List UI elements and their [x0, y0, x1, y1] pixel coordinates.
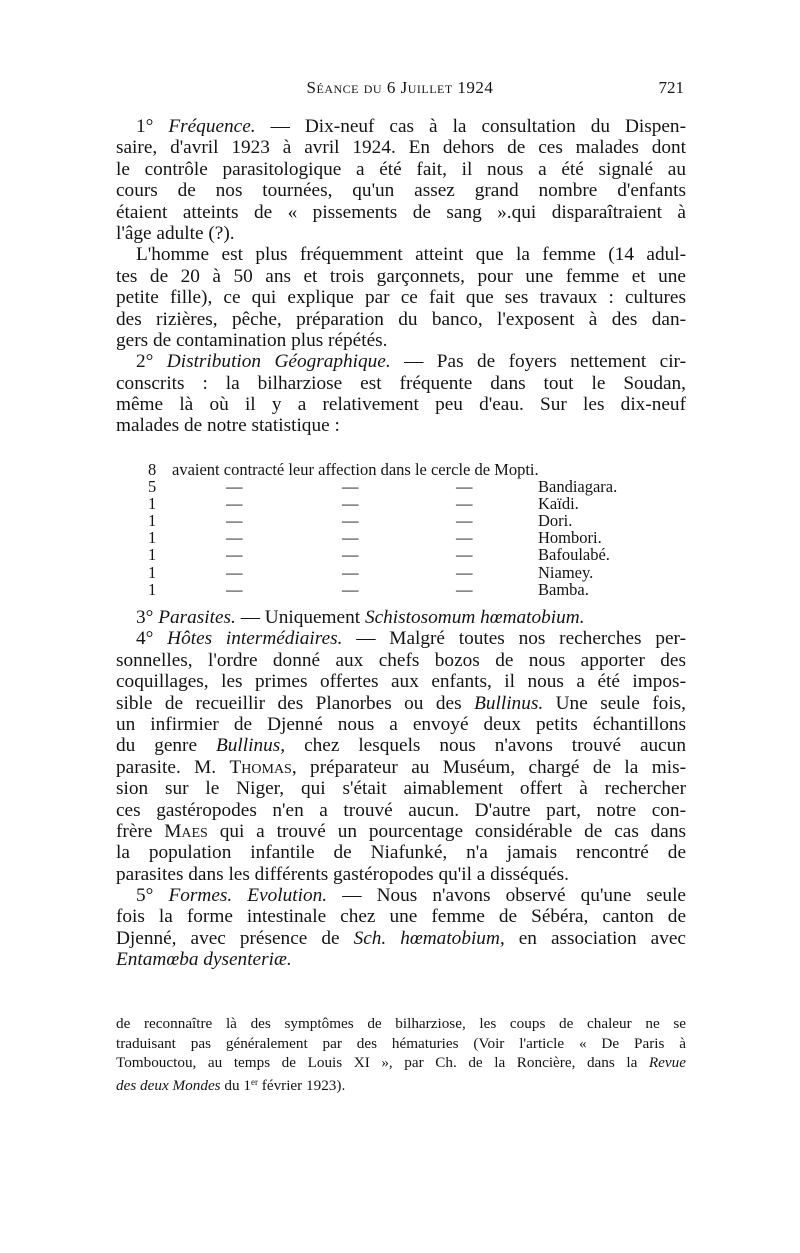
- text-line: [116, 735, 686, 756]
- paragraph-frequence: [116, 116, 686, 244]
- section-number: 2°: [136, 351, 154, 373]
- main-text-upper: [116, 116, 686, 437]
- text-line: gers de contamination plus répétés.: [116, 329, 388, 351]
- cases-by-district-table: [148, 461, 648, 598]
- case-count: 8: [148, 460, 157, 479]
- place-name: Bafoulabé.: [538, 545, 610, 565]
- place-name: Bamba.: [538, 579, 589, 599]
- line-text: parasite. M.: [116, 756, 217, 778]
- place-name: Bandiagara.: [538, 477, 618, 497]
- text-line: étaient atteints de « pissements de sang ».qui disparaîtraient à: [116, 201, 686, 223]
- table-row: [148, 461, 648, 478]
- ditto-dash: —: [342, 511, 359, 531]
- text-line: [116, 885, 686, 906]
- line-text: chez lesquels nous n'avons trouvé aucun: [304, 735, 687, 757]
- text-line: [116, 821, 686, 842]
- section-number: 4°: [136, 628, 154, 650]
- text-line: même là où il y a relativement peu d'eau. Sur les dix-neuf: [116, 394, 686, 416]
- ditto-dash: —: [456, 494, 473, 514]
- ditto-dash: —: [342, 477, 359, 497]
- section-heading: Hôtes intermédiaires.: [167, 628, 343, 650]
- case-count: 1: [148, 545, 157, 565]
- text-line: la population infantile de Niafunké, n'a jamais rencontré de: [116, 842, 686, 864]
- journal-title: des deux Mondes: [116, 1076, 221, 1094]
- ditto-dash: —: [226, 579, 243, 599]
- line-text: — Pas de foyers nettement cir-: [404, 351, 687, 373]
- ditto-dash: —: [226, 545, 243, 565]
- journal-title: Revue: [648, 1054, 686, 1071]
- text-line: cours de nos tournées, qu'un assez grand nombre d'enfants: [116, 180, 686, 202]
- line-text: — Nous n'avons observé qu'une seule: [342, 885, 686, 907]
- genus-name: Bullinus.: [474, 692, 544, 714]
- ditto-dash: —: [342, 494, 359, 514]
- person-name: Thomas,: [229, 756, 297, 778]
- running-header: [116, 78, 684, 102]
- line-text: frère: [116, 820, 153, 842]
- footnote: [116, 1014, 686, 1092]
- text-line: sonnelles, l'ordre donné aux chefs bozos de nous apporter des: [116, 649, 686, 671]
- ditto-dash: —: [226, 562, 243, 582]
- line-text: Tombouctou, au temps de Louis XI », par Ch. de la Roncière, dans la: [116, 1054, 638, 1071]
- case-count: 5: [148, 477, 157, 497]
- text-line: [116, 949, 686, 970]
- genus-name: Bullinus,: [216, 735, 286, 757]
- text-line: ces gastéropodes n'en a trouvé aucun. D'autre part, notre con-: [116, 799, 686, 821]
- footnote-line: traduisant pas généralement par des hématuries (Voir l'article « De Paris à: [116, 1034, 686, 1052]
- ditto-dash: —: [342, 545, 359, 565]
- line-text: — Uniquement: [240, 607, 361, 628]
- table-row: [148, 495, 648, 512]
- line-text: qui a trouvé un pourcentage considérable de cas dans: [219, 820, 687, 842]
- line-text: — Malgré toutes nos recherches per-: [356, 628, 686, 650]
- running-title: Séance du 6 Juillet 1924: [306, 78, 494, 97]
- table-row: [148, 564, 648, 581]
- table-row: [148, 581, 648, 598]
- text-line: L'homme est plus fréquemment atteint que la femme (14 adul-: [136, 244, 686, 266]
- page-number: 721: [658, 78, 684, 97]
- place-name: Hombori.: [538, 528, 602, 548]
- ditto-dash: —: [456, 562, 473, 582]
- ditto-dash: —: [456, 511, 473, 531]
- case-count: 1: [148, 579, 157, 599]
- person-name: Maes: [164, 820, 208, 842]
- text-line: [116, 607, 686, 628]
- text-line: un infirmier de Djenné nous a envoyé deux petits échantillons: [116, 713, 686, 735]
- text-line: [116, 693, 686, 714]
- line-text: sible de recueillir des Planorbes ou des: [116, 692, 462, 714]
- ditto-dash: —: [226, 477, 243, 497]
- text-line: l'âge adulte (?).: [116, 222, 235, 244]
- case-count: 1: [148, 511, 157, 531]
- paragraph-hotes: [116, 628, 686, 885]
- text-line: [116, 628, 686, 649]
- text-line: coquillages, les primes offertes aux enfants, il nous a été impos-: [116, 671, 686, 693]
- species-name: Schistosomum hœmatobium.: [364, 607, 585, 628]
- text-line: [116, 351, 686, 372]
- text-line: conscrits : la bilharziose est fréquente dans tout le Soudan,: [116, 372, 686, 394]
- text-line: fois la forme intestinale chez une femme de Sébéra, canton de: [116, 906, 686, 928]
- case-count: 1: [148, 562, 157, 582]
- species-name: Entamœba dysenteriæ.: [116, 949, 292, 971]
- section-number: 3°: [136, 607, 154, 628]
- case-count: 1: [148, 494, 157, 514]
- section-heading: Fréquence.: [168, 116, 256, 137]
- ditto-dash: —: [342, 562, 359, 582]
- text-line: tes de 20 à 50 ans et trois garçonnets, pour une femme et une: [116, 265, 686, 287]
- text-line: saire, d'avril 1923 à avril 1924. En dehors de ces malades dont: [116, 137, 686, 159]
- ditto-dash: —: [456, 545, 473, 565]
- line-text: février 1923).: [261, 1076, 346, 1094]
- table-row: [148, 478, 648, 495]
- line-text: du genre: [116, 735, 198, 757]
- line-text: — Dix-neuf cas à la consultation du Dispen-: [270, 116, 686, 137]
- table-row: [148, 529, 648, 546]
- ditto-dash: —: [226, 494, 243, 514]
- line-text: Djenné, avec présence de: [116, 927, 340, 949]
- main-text-lower: [116, 607, 686, 971]
- species-name: Sch. hœmatobium,: [353, 927, 505, 949]
- text-line: [116, 757, 686, 778]
- line-text: Une seule fois,: [555, 692, 686, 714]
- ditto-dash: —: [342, 528, 359, 548]
- table-row: [148, 546, 648, 563]
- text-line: malades de notre statistique :: [116, 415, 340, 437]
- text-line: sion sur le Niger, qui s'était aimablement offert à rechercher: [116, 778, 686, 800]
- section-heading: Distribution Géographique.: [166, 351, 391, 373]
- paragraph-formes: [116, 885, 686, 971]
- place-name: Niamey.: [538, 562, 594, 582]
- paragraph-distribution: [116, 351, 686, 437]
- line-text: du 1: [224, 1076, 251, 1094]
- text-line: le contrôle parasitologique a été fait, il nous a été signalé au: [116, 158, 686, 180]
- table-row: [148, 512, 648, 529]
- section-number: 1°: [136, 116, 154, 137]
- text-line: [116, 116, 686, 137]
- superscript: er: [250, 1076, 258, 1087]
- ditto-dash: —: [456, 477, 473, 497]
- row-text: avaient contracté leur affection dans le cercle de Mopti.: [172, 460, 539, 479]
- ditto-dash: —: [226, 528, 243, 548]
- ditto-dash: —: [456, 579, 473, 599]
- ditto-dash: —: [342, 579, 359, 599]
- place-name: Kaïdi.: [538, 494, 579, 514]
- text-line: petite fille), ce qui explique par ce fait que ses travaux : cultures: [116, 287, 686, 309]
- footnote-line: de reconnaître là des symptômes de bilharziose, les coups de chaleur ne se: [116, 1015, 686, 1032]
- section-heading: Parasites.: [158, 607, 236, 628]
- line-text: en association avec: [518, 927, 686, 949]
- text-line: des rizières, pêche, préparation du banco, l'exposent à des dan-: [116, 308, 686, 330]
- text-line: parasites dans les différents gastéropodes qu'il a disséqués.: [116, 863, 569, 885]
- section-heading: Formes. Evolution.: [168, 885, 328, 907]
- ditto-dash: —: [226, 511, 243, 531]
- paragraph-parasites: [116, 607, 686, 628]
- text-line: [116, 928, 686, 949]
- ditto-dash: —: [456, 528, 473, 548]
- paragraph-homme: [116, 244, 686, 351]
- footnote-line: [116, 1053, 686, 1073]
- place-name: Dori.: [538, 511, 573, 531]
- footnote-line: [116, 1073, 686, 1093]
- line-text: préparateur au Muséum, chargé de la mis-: [310, 756, 686, 778]
- case-count: 1: [148, 528, 157, 548]
- section-number: 5°: [136, 885, 154, 907]
